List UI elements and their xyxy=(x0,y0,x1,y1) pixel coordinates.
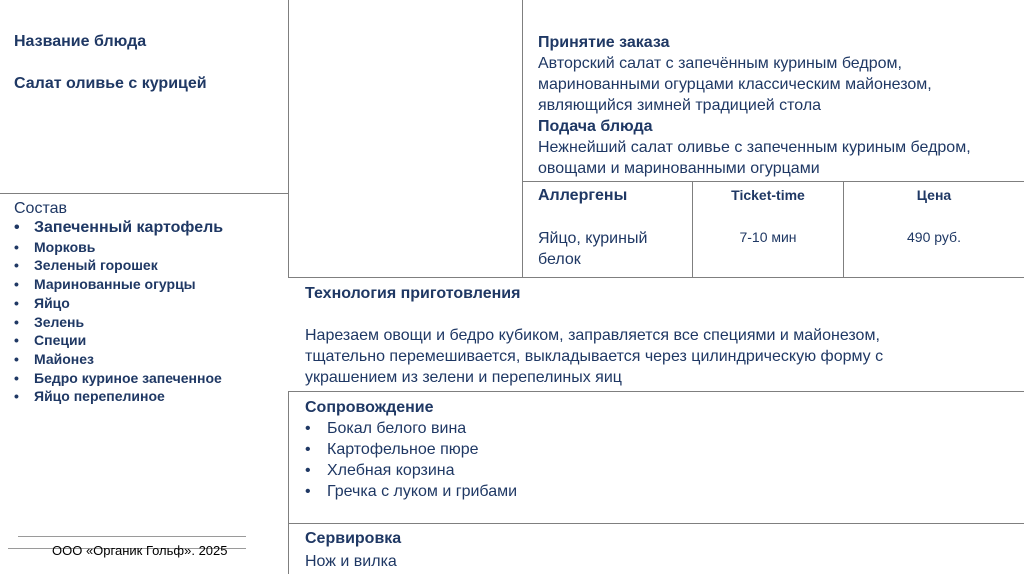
setting-value: Нож и вилка xyxy=(305,553,397,570)
accompaniment-item: • Картофельное пюре xyxy=(305,439,805,460)
divider-technology-left xyxy=(288,391,289,574)
accompaniment-title: Сопровождение xyxy=(305,399,434,416)
technology-text: Нарезаем овощи и бедро кубиком, заправляется все специями и майонезом, тщательно перемешивается, выкладывается через цилиндрическую форму с украшением из зелени и перепелиных яиц xyxy=(305,327,884,386)
dish-name: Салат оливье с курицей xyxy=(14,75,207,92)
composition-title: Состав xyxy=(14,200,67,217)
composition-list xyxy=(14,219,284,406)
price-value: 490 руб. xyxy=(907,229,961,245)
technology-title: Технология приготовления xyxy=(305,285,521,302)
composition-item: • Зеленый горошек xyxy=(14,256,284,275)
dish-label: Название блюда xyxy=(14,33,147,50)
composition-item: • Майонез xyxy=(14,350,284,369)
composition-item: • Зелень xyxy=(14,313,284,332)
footer-rule-1 xyxy=(18,536,246,537)
ticket-value: 7-10 мин xyxy=(739,229,797,245)
footer-company: ООО «Органик Гольф». 2025 xyxy=(52,543,228,558)
divider-left-section xyxy=(0,193,288,194)
setting-title: Сервировка xyxy=(305,530,402,547)
composition-item: • Морковь xyxy=(14,238,284,257)
composition-item: • Специи xyxy=(14,331,284,350)
accompaniment-section xyxy=(305,397,805,502)
composition-item: • Яйцо перепелиное xyxy=(14,387,284,406)
composition-item: • Бедро куриное запеченное xyxy=(14,369,284,388)
divider-middle-column xyxy=(522,0,523,278)
divider-setting-top xyxy=(288,523,1024,524)
ticket-title: Ticket-time xyxy=(731,187,805,203)
divider-accompaniment-top xyxy=(288,391,1024,392)
order-title: Принятие заказа xyxy=(538,34,670,51)
accompaniment-list xyxy=(305,418,805,502)
composition-item: • Маринованные огурцы xyxy=(14,275,284,294)
allergens-value: Яйцо, куриный белок xyxy=(538,230,648,268)
divider-order-section xyxy=(522,181,1024,182)
order-text: Авторский салат с запечённым куриным бедром, маринованными огурцами классическим майонезом, являющийся зимней традицией стола xyxy=(538,55,932,114)
order-section xyxy=(538,32,1018,179)
divider-left-column xyxy=(288,0,289,278)
composition-item: • Запеченный картофель xyxy=(14,219,284,238)
accompaniment-item: • Гречка с луком и грибами xyxy=(305,481,805,502)
accompaniment-item: • Бокал белого вина xyxy=(305,418,805,439)
serving-text: Нежнейший салат оливье с запеченным куриным бедром, овощами и маринованными огурцами xyxy=(538,139,971,177)
allergens-title: Аллергены xyxy=(538,187,628,204)
accompaniment-item: • Хлебная корзина xyxy=(305,460,805,481)
composition-item: • Яйцо xyxy=(14,294,284,313)
composition-section xyxy=(14,199,284,406)
price-title: Цена xyxy=(916,187,952,203)
serving-title: Подача блюда xyxy=(538,118,653,135)
divider-technology-top xyxy=(288,277,1024,278)
